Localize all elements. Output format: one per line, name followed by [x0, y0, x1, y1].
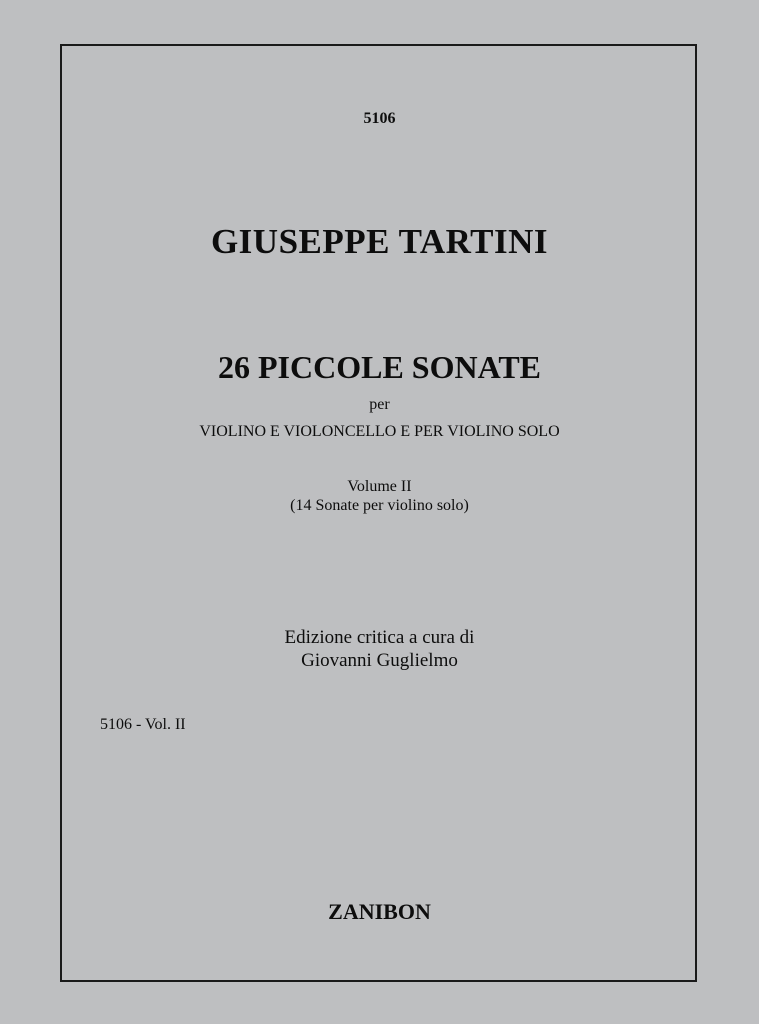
- composer-name: GIUSEPPE TARTINI: [210, 222, 549, 261]
- edition-line: Edizione critica a cura di: [284, 627, 475, 648]
- volume-label: Volume II: [347, 478, 412, 495]
- instrumentation: VIOLINO E VIOLONCELLO E PER VIOLINO SOLO: [199, 423, 560, 440]
- catalog-number: 5106: [363, 110, 396, 127]
- volume-subtitle: (14 Sonate per violino solo): [290, 497, 469, 514]
- per-label: per: [369, 396, 390, 413]
- publisher-name: ZANIBON: [328, 899, 431, 924]
- editor-name: Giovanni Guglielmo: [301, 650, 458, 671]
- volume-reference: 5106 - Vol. II: [100, 716, 186, 733]
- work-title: 26 PICCOLE SONATE: [217, 349, 541, 385]
